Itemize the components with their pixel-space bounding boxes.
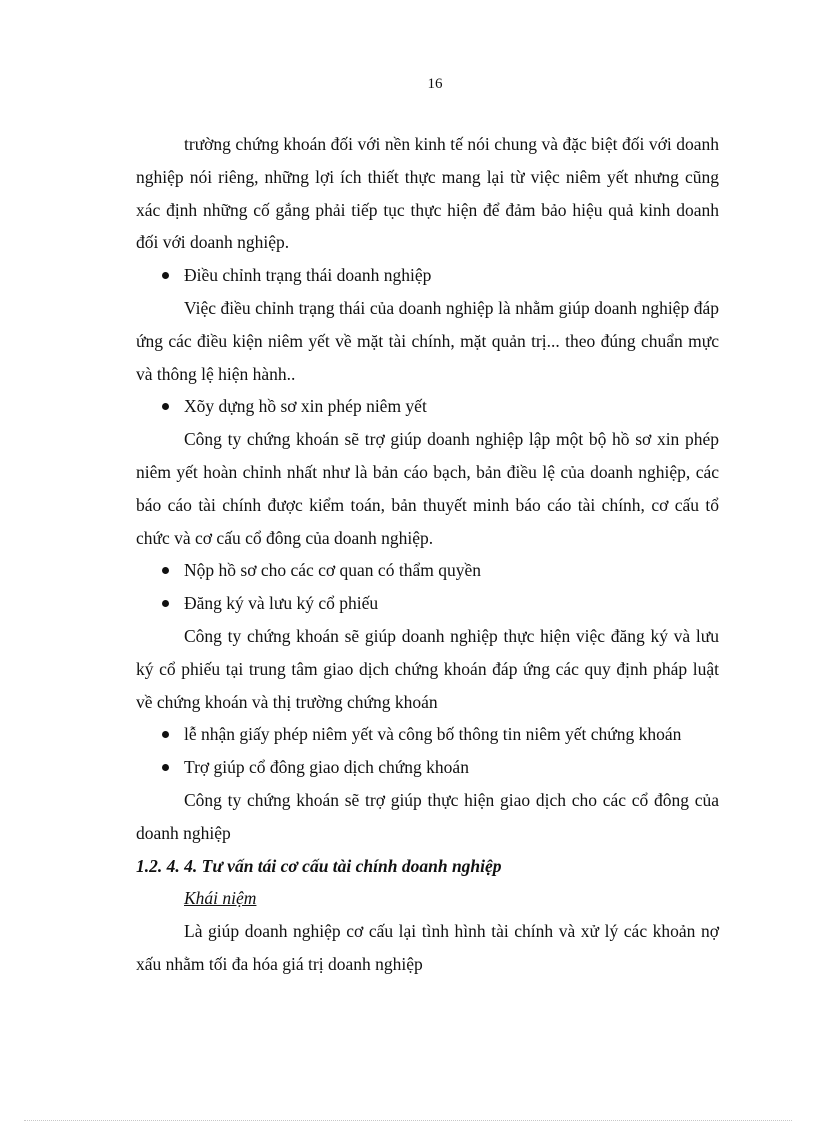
paragraph: Công ty chứng khoán sẽ giúp doanh nghiệp thực hiện việc đăng ký và lưu ký cổ phiếu tại trung tâm giao dịch chứng khoán đáp ứng các quy định pháp luật về chứng khoán và thị trường chứng khoán (136, 625, 719, 712)
bullet-dot-icon (162, 567, 169, 574)
bullet-dot-icon (162, 600, 169, 607)
paragraph: Công ty chứng khoán sẽ trợ giúp doanh nghiệp lập một bộ hồ sơ xin phép niêm yết hoàn chỉnh nhất như là bản cáo bạch, bản điều lệ của doanh nghiệp, các báo cáo tài chính được kiểm toán, bản thuyết minh báo cáo tài chính, cơ cấu tổ chức và cơ cấu cổ đông của doanh nghiệp. (136, 429, 719, 548)
bullet-item (136, 259, 719, 292)
paragraph: trường chứng khoán đối với nền kinh tế nói chung và đặc biệt đối với doanh nghiệp nói riêng, những lợi ích thiết thực mang lại từ việc niêm yết nhưng cũng xác định những cố gắng phải tiếp tục thực hiện để đảm bảo hiệu quả kinh doanh đối với doanh nghiệp. (136, 134, 719, 253)
bullet-dot-icon (162, 403, 169, 410)
bullet-dot-icon (162, 764, 169, 771)
bullet-item (136, 554, 719, 587)
bullet-item (136, 718, 719, 751)
bullet-item (136, 390, 719, 423)
paragraph: Là giúp doanh nghiệp cơ cấu lại tình hình tài chính và xử lý các khoản nợ xấu nhằm tối đa hóa giá trị doanh nghiệp (136, 921, 719, 974)
bullet-text: Xõy dựng hồ sơ xin phép niêm yết (184, 396, 427, 417)
bullet-item (136, 751, 719, 784)
bullet-text: Trợ giúp cổ đông giao dịch chứng khoán (184, 757, 469, 778)
paragraph: Công ty chứng khoán sẽ trợ giúp thực hiện giao dịch cho các cổ đông của doanh nghiệp (136, 789, 719, 843)
bullet-text: Nộp hồ sơ cho các cơ quan có thẩm quyền (184, 560, 481, 581)
page-bottom-divider (24, 1120, 792, 1121)
section-heading: 1.2. 4. 4. Tư vấn tái cơ cấu tài chính doanh nghiệp (136, 855, 502, 876)
bullet-text: lễ nhận giấy phép niêm yết và công bố thông tin niêm yết chứng khoán (184, 724, 682, 745)
bullet-dot-icon (162, 731, 169, 738)
paragraph: Việc điều chỉnh trạng thái của doanh nghiệp là nhằm giúp doanh nghiệp đáp ứng các điều kiện niêm yết về mặt tài chính, mặt quản trị... theo đúng chuẩn mực và thông lệ hiện hành.. (136, 297, 719, 384)
bullet-text: Đăng ký và lưu ký cổ phiếu (184, 593, 379, 614)
page-number: 16 (427, 76, 443, 92)
bullet-dot-icon (162, 272, 169, 279)
subsection-label-text: Khái niệm (184, 888, 257, 909)
document-body (136, 128, 719, 981)
bullet-text: Điều chỉnh trạng thái doanh nghiệp (184, 265, 432, 286)
subsection-label (136, 882, 719, 915)
bullet-item (136, 587, 719, 620)
